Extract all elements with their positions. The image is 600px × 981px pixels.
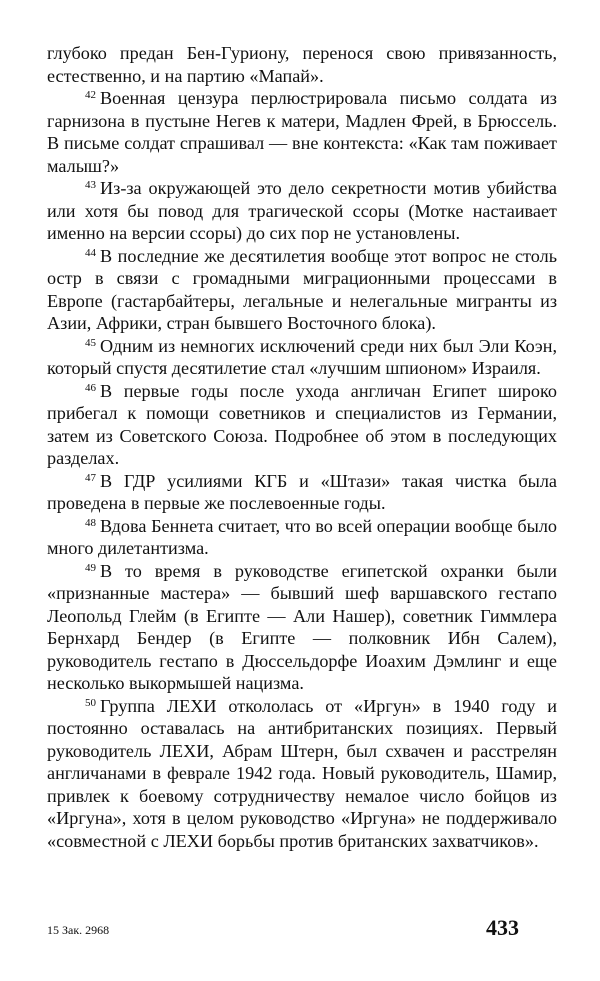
footnote-number: 42 [85,89,96,101]
footnote-text: В ГДР усилиями КГБ и «Штази» такая чистка была проведена в первые же послевоенные годы. [47,470,557,513]
footnote-number: 44 [85,246,96,259]
footnote-text: Военная цензура перлюстрировала письмо солдата из гарнизона в пустыне Негев к матери, Мадлен Фрей, в Брюссель. В письме солдат спрашивал — вне контекста: «Как там поживает малыш?» [47,88,557,176]
footnote-44 [47,245,557,335]
footnote-42 [47,87,557,177]
footnote-text: Одним из немногих исключений среди них был Эли Коэн, который спустя десятилетие стал «лучшим шпионом» Израиля. [47,335,557,378]
footnote-45 [47,335,557,380]
footnotes-block [47,42,557,852]
footnote-47 [47,470,557,515]
footnote-text: Вдова Беннета считает, что во всей операции вообще было много дилетантизма. [47,515,557,558]
footnote-text: Группа ЛЕХИ откололась от «Иргун» в 1940 году и постоянно оставалась на антибританских позициях. Первый руководитель ЛЕХИ, Абрам Штерн, был схвачен и расстрелян англичанами в феврале 1942 года. Новый руководитель, Шамир, привлек к боевому сотрудничеству немалое число бойцов из «Иргуна», хотя в целом руководство «Иргуна» не поддерживало «совместной с ЛЕХИ борьбы против британских захватчиков». [47,695,557,851]
footnote-text: В первые годы после ухода англичан Египет широко прибегал к помощи советников и специалистов из Германии, затем из Советского Союза. Подробнее об этом в последующих разделах. [47,380,557,468]
footnote-text: Из-за окружающей это дело секретности мотив убийства или хотя бы повод для трагической ссоры (Мотке настаивает именно на версии ссоры) до сих пор не установлены. [47,178,557,243]
page-footer [47,915,557,945]
page-number: 433 [486,915,519,940]
continuation-paragraph: глубоко предан Бен-Гуриону, перенося свою привязанность, естественно, и на партию «Мапай». [47,43,557,86]
footnote-text: В то время в руководстве египетской охранки были «признанные мастера» — бывший шеф варшавского гестапо Леопольд Глейм (в Египте — Али Нашер), советник Гиммлера Бернхард Бендер (в Египте — полковник Ибн Салем), руководитель гестапо в Дюссельдорфе Иоахим Дэмлинг и еще несколько выкормышей нацизма. [47,560,557,693]
footnote-number: 49 [85,561,96,574]
footnote-43 [47,177,557,245]
footnote-46 [47,380,557,470]
footnote-number: 48 [85,516,96,529]
printer-signature: 15 Зак. 2968 [47,923,110,937]
footnote-number: 45 [85,336,96,349]
footnote-text: В последние же десятилетия вообще этот вопрос не столь остр в связи с громадными миграционными процессами в Европе (гастарбайтеры, легальные и нелегальные мигранты из Азии, Африки, стран бывшего Восточного блока). [47,245,557,333]
footnote-50 [47,695,557,853]
footnote-number: 47 [85,471,96,484]
footnote-49 [47,560,557,695]
footnote-number: 46 [85,381,96,394]
footnote-number: 50 [85,696,96,709]
footnote-48 [47,515,557,560]
footnote-number: 43 [85,179,96,191]
